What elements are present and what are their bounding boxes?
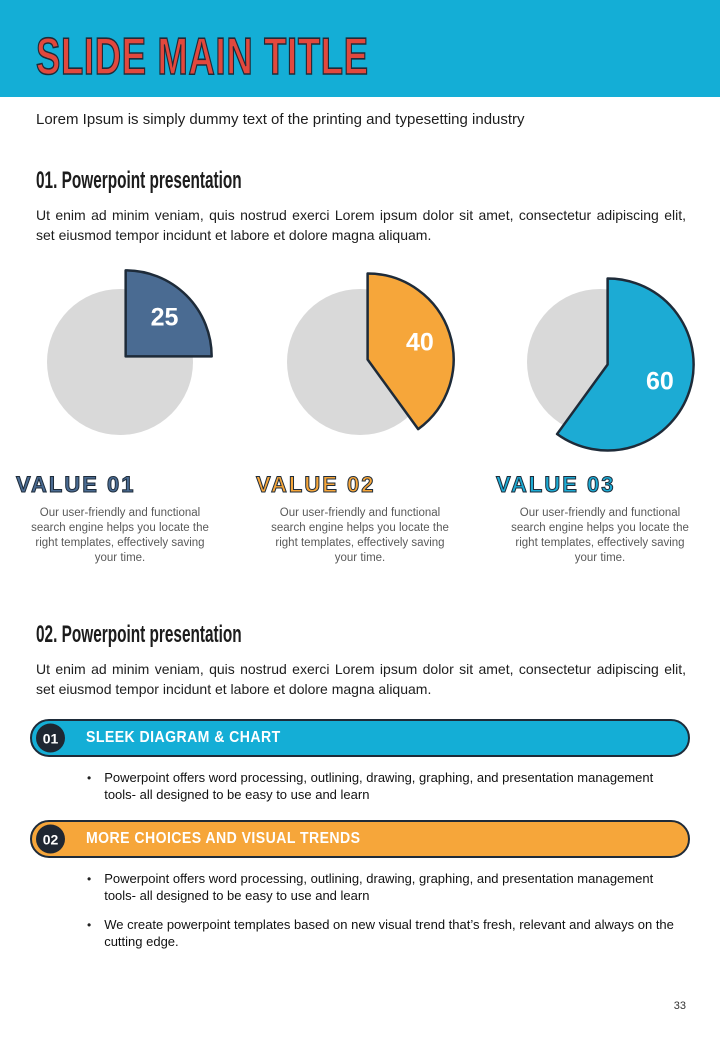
pie-chart-caption (16, 462, 224, 566)
section-01 (0, 168, 720, 566)
pie-chart-caption (256, 462, 464, 566)
banner-02-title: MORE CHOICES AND VISUAL TRENDS (86, 830, 361, 848)
banner-02-bullet-list (87, 871, 680, 951)
pie-chart-canvas (490, 262, 710, 462)
intro-text: Lorem Ipsum is simply dummy text of the printing and typesetting industry (36, 111, 525, 128)
section-02-body: Ut enim ad minim veniam, quis nostrud exerci Lorem ipsum dolor sit amet, consectetur adipiscing elit, set eiusmod tempor incidunt et labore et dolore magna aliquam. (36, 660, 686, 698)
slide-main-title: SLIDE MAIN TITLE (36, 27, 369, 86)
pie-chart-value-03 (480, 262, 720, 566)
section-01-heading-text: 01. Powerpoint presentation (36, 167, 242, 194)
section-01-body: Ut enim ad minim veniam, quis nostrud exerci Lorem ipsum dolor sit amet, consectetur adipiscing elit, set eiusmod tempor incidunt et labore et dolore magna aliquam. (36, 207, 686, 244)
value-03-description: Our user-friendly and functional search engine helps you locate the right templates, effectively saving your time. (511, 506, 689, 564)
pie-chart-row (0, 262, 720, 566)
section-02 (0, 622, 720, 951)
pie-chart-value-01 (0, 262, 240, 566)
banner-01-bullet-list (87, 770, 680, 804)
list-item (87, 871, 680, 905)
section-02-heading (36, 622, 684, 647)
list-item (87, 917, 680, 951)
svg-text:25: 25 (150, 303, 179, 332)
bullet-icon (87, 871, 91, 905)
slide-header (0, 0, 720, 97)
banner-sleek-diagram-chart (30, 719, 690, 757)
pie-chart-value-02 (240, 262, 480, 566)
page-number: 33 (673, 1000, 686, 1012)
value-03-label: VALUE 03 (496, 471, 616, 497)
banner-01-number-badge: 01 (36, 724, 65, 753)
pie-chart-caption (496, 462, 704, 566)
list-item (87, 770, 680, 804)
value-01-description: Our user-friendly and functional search engine helps you locate the right templates, effectively saving your time. (31, 506, 209, 564)
banner-02-number-badge: 02 (36, 825, 65, 854)
svg-text:60: 60 (646, 367, 674, 396)
banner-more-choices-visual-trends (30, 820, 690, 858)
section-02-heading-text: 02. Powerpoint presentation (36, 620, 242, 648)
value-01-label: VALUE 01 (16, 471, 136, 497)
bullet-icon (87, 770, 91, 804)
pie-chart-canvas (250, 262, 470, 462)
bullet-text: Powerpoint offers word processing, outlining, drawing, graphing, and presentation management tools- all designed to be easy to use and learn (104, 871, 654, 903)
bullet-icon (87, 917, 91, 951)
pie-chart-canvas (10, 262, 230, 462)
bullet-text: We create powerpoint templates based on new visual trend that’s fresh, relevant and always on the cutting edge. (104, 916, 674, 949)
section-01-heading (36, 168, 684, 193)
bullet-text: Powerpoint offers word processing, outlining, drawing, graphing, and presentation management tools- all designed to be easy to use and learn (104, 770, 654, 803)
banner-01-title: SLEEK DIAGRAM & CHART (86, 729, 281, 747)
svg-text:40: 40 (406, 328, 434, 357)
value-02-description: Our user-friendly and functional search engine helps you locate the right templates, effectively saving your time. (271, 506, 449, 564)
value-02-label: VALUE 02 (256, 471, 376, 497)
